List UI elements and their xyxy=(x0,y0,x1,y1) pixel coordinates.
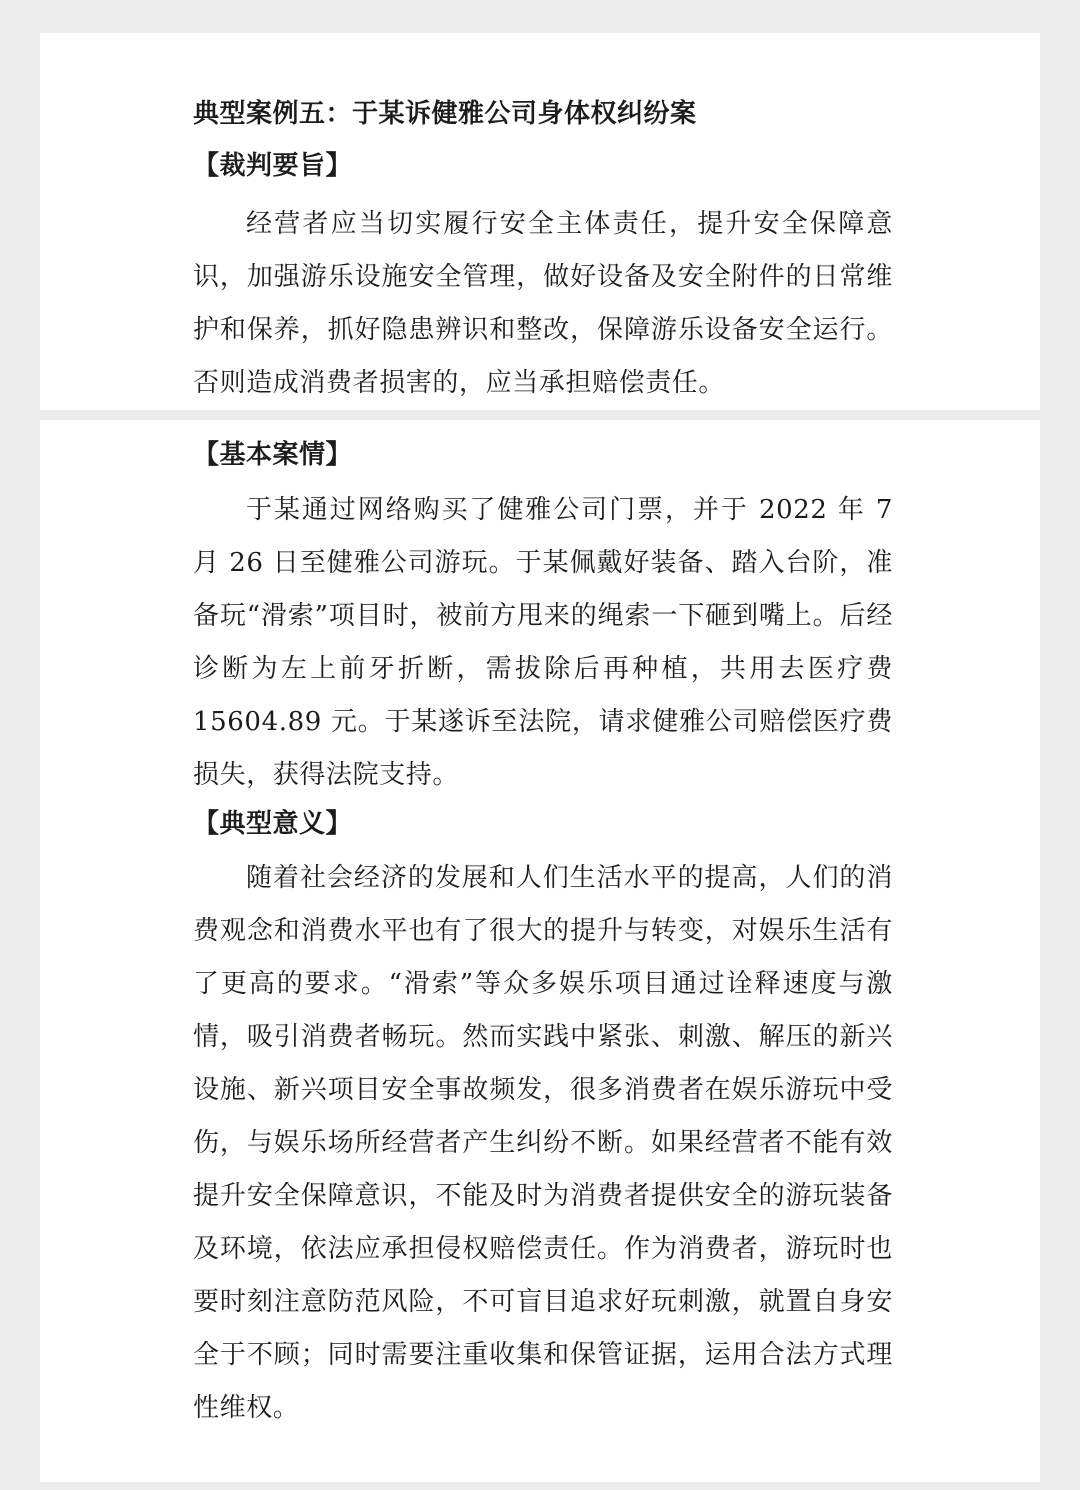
case-title: 典型案例五：于某诉健雅公司身体权纠纷案 xyxy=(193,99,697,129)
significance-section xyxy=(193,800,893,1435)
facts-heading: 【基本案情】 xyxy=(193,440,353,470)
ruling-heading: 【裁判要旨】 xyxy=(193,151,353,181)
significance-text: 随着社会经济的发展和人们生活水平的提高，人们的消费观念和消费水平也有了很大的提升与转变，对娱乐生活有了更高的要求。“滑索”等众多娱乐项目通过诠释速度与激情，吸引消费者畅玩。然而实践中紧张、刺激、解压的新兴设施、新兴项目安全事故频发，很多消费者在娱乐游玩中受伤，与娱乐场所经营者产生纠纷不断。如果经营者不能有效提升安全保障意识，不能及时为消费者提供安全的游玩装备及环境，依法应承担侵权赔偿责任。作为消费者，游玩时也要时刻注意防范风险，不可盲目追求好玩刺激，就置自身安全于不顾；同时需要注重收集和保管证据，运用合法方式理性维权。 xyxy=(193,863,893,1423)
facts-text: 于某通过网络购买了健雅公司门票，并于 2022 年 7 月 26 日至健雅公司游玩。于某佩戴好装备、踏入台阶，准备玩“滑索”项目时，被前方甩来的绳索一下砸到嘴上。后经诊断为左上前牙折断，需拔除后再种植，共用去医疗费 15604.89 元。于某遂诉至法院，请求健雅公司赔偿医疗费损失，获得法院支持。 xyxy=(193,495,893,790)
facts-section xyxy=(193,431,893,802)
ruling-section xyxy=(193,142,893,410)
ruling-text: 经营者应当切实履行安全主体责任，提升安全保障意识，加强游乐设施安全管理，做好设备及安全附件的日常维护和保养，抓好隐患辨识和整改，保障游乐设备安全运行。否则造成消费者损害的，应当承担赔偿责任。 xyxy=(193,209,893,398)
significance-heading: 【典型意义】 xyxy=(193,809,353,839)
